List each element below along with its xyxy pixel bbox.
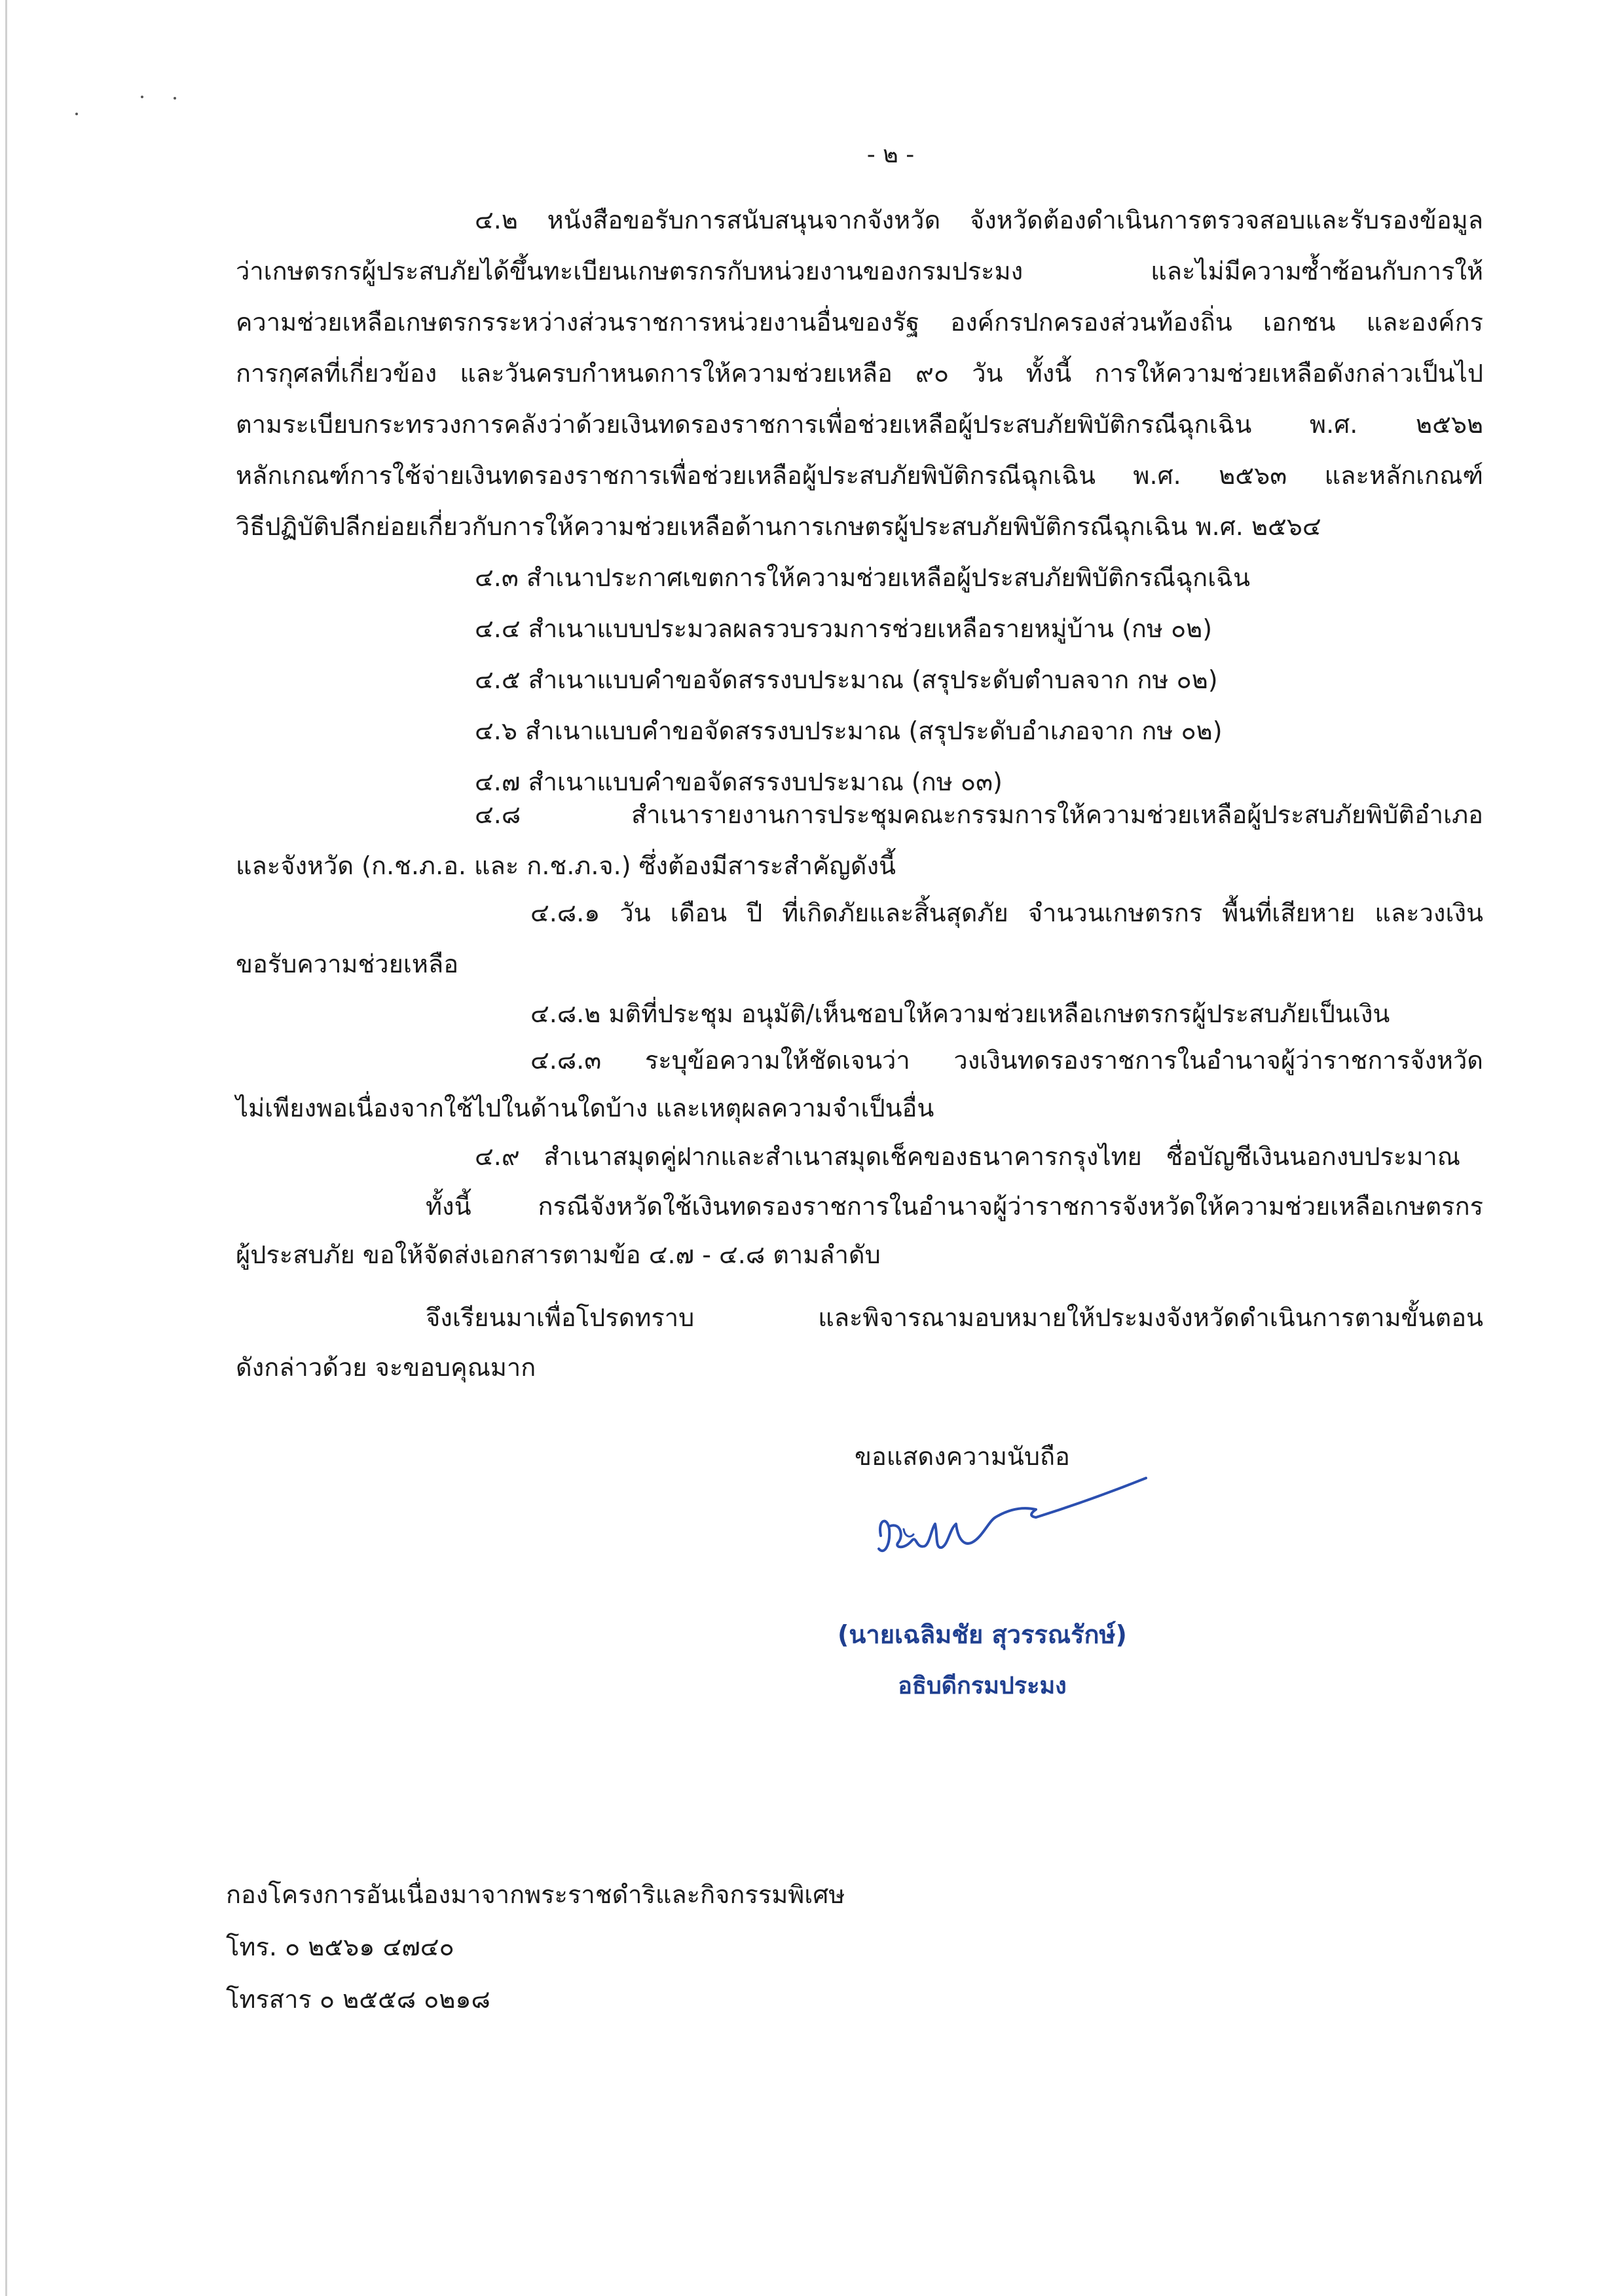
- item-4-2-line-6: หลักเกณฑ์การใช้จ่ายเงินทดรองราชการเพื่อช่วยเหลือผู้ประสบภัยพิบัติกรณีฉุกเฉิน พ.ศ. ๒๕๖๓ และหลักเกณฑ์: [236, 461, 1483, 490]
- item-4-2-line-5: ตามระเบียบกระทรวงการคลังว่าด้วยเงินทดรองราชการเพื่อช่วยเหลือผู้ประสบภัยพิบัติกรณีฉุกเฉิน พ.ศ. ๒๕๖๒: [236, 410, 1483, 439]
- item-4-8-line-1: ๔.๘ สำเนารายงานการประชุมคณะกรรมการให้ความช่วยเหลือผู้ประสบภัยพิบัติอำเภอ: [475, 800, 1483, 829]
- conclusion-line-1: จึงเรียนมาเพื่อโปรดทราบ และพิจารณามอบหมายให้ประมงจังหวัดดำเนินการตามขั้นตอน: [426, 1303, 1483, 1332]
- footer-phone: โทร. ๐ ๒๕๖๑ ๔๗๔๐: [226, 1933, 454, 1961]
- scan-speck: [75, 113, 78, 115]
- page-number: - ๒ -: [866, 141, 915, 168]
- note-line-2: ผู้ประสบภัย ขอให้จัดส่งเอกสารตามข้อ ๔.๗ - ๔.๘ ตามลำดับ: [236, 1240, 881, 1269]
- signatory-position: อธิบดีกรมประมง: [898, 1673, 1067, 1699]
- item-4-2-line-1: ๔.๒ หนังสือขอรับการสนับสนุนจากจังหวัด จังหวัดต้องดำเนินการตรวจสอบและรับรองข้อมูล: [475, 206, 1483, 234]
- item-4-8-1-line-1: ๔.๘.๑ วัน เดือน ปี ที่เกิดภัยและสิ้นสุดภัย จำนวนเกษตรกร พื้นที่เสียหาย และวงเงิน: [530, 898, 1483, 927]
- signatory-name: (นายเฉลิมชัย สุวรรณรักษ์): [838, 1620, 1127, 1649]
- item-4-2-line-7: วิธีปฏิบัติปลีกย่อยเกี่ยวกับการให้ความช่วยเหลือด้านการเกษตรผู้ประสบภัยพิบัติกรณีฉุกเฉิน พ.ศ. ๒๕๖๔: [236, 512, 1321, 541]
- item-4-3: ๔.๓ สำเนาประกาศเขตการให้ความช่วยเหลือผู้ประสบภัยพิบัติกรณีฉุกเฉิน: [475, 563, 1250, 592]
- item-4-8-3-line-1: ๔.๘.๓ ระบุข้อความให้ชัดเจนว่า วงเงินทดรองราชการในอำนาจผู้ว่าราชการจังหวัด: [530, 1046, 1483, 1075]
- conclusion-line-2: ดังกล่าวด้วย จะขอบคุณมาก: [236, 1353, 536, 1382]
- item-4-9: ๔.๙ สำเนาสมุดคู่ฝากและสำเนาสมุดเช็คของธนาคารกรุงไทย ชื่อบัญชีเงินนอกงบประมาณ: [475, 1142, 1460, 1171]
- item-4-4: ๔.๔ สำเนาแบบประมวลผลรวบรวมการช่วยเหลือรายหมู่บ้าน (กษ ๐๒): [475, 614, 1213, 643]
- item-4-8-1-line-2: ขอรับความช่วยเหลือ: [236, 950, 459, 978]
- signature-image: [864, 1464, 1166, 1588]
- note-line-1: ทั้งนี้ กรณีจังหวัดใช้เงินทดรองราชการในอำนาจผู้ว่าราชการจังหวัดให้ความช่วยเหลือเกษตรกร: [426, 1192, 1483, 1221]
- footer-fax: โทรสาร ๐ ๒๕๕๘ ๐๒๑๘: [226, 1985, 490, 2014]
- footer-department: กองโครงการอันเนื่องมาจากพระราชดำริและกิจกรรมพิเศษ: [226, 1880, 845, 1909]
- item-4-8-2: ๔.๘.๒ มติที่ประชุม อนุมัติ/เห็นชอบให้ความช่วยเหลือเกษตรกรผู้ประสบภัยเป็นเงิน: [530, 999, 1390, 1028]
- item-4-7: ๔.๗ สำเนาแบบคำขอจัดสรรงบประมาณ (กษ ๐๓): [475, 768, 1003, 796]
- item-4-2-line-4: การกุศลที่เกี่ยวข้อง และวันครบกำหนดการให้ความช่วยเหลือ ๙๐ วัน ทั้งนี้ การให้ความช่วยเหลือดังกล่าวเป็นไป: [236, 359, 1483, 388]
- item-4-2-line-3: ความช่วยเหลือเกษตรกรระหว่างส่วนราชการหน่วยงานอื่นของรัฐ องค์กรปกครองส่วนท้องถิ่น เอกชน และองค์กร: [236, 308, 1483, 337]
- item-4-8-line-2: และจังหวัด (ก.ช.ภ.อ. และ ก.ช.ภ.จ.) ซึ่งต้องมีสาระสำคัญดังนี้: [236, 851, 896, 880]
- item-4-6: ๔.๖ สำเนาแบบคำขอจัดสรรงบประมาณ (สรุประดับอำเภอจาก กษ ๐๒): [475, 716, 1223, 745]
- scan-speck: [174, 97, 176, 100]
- item-4-2-line-2: ว่าเกษตรกรผู้ประสบภัยได้ขึ้นทะเบียนเกษตรกรกับหน่วยงานของกรมประมง และไม่มีความซ้ำซ้อนกับการให้: [236, 257, 1483, 286]
- closing-salutation: ขอแสดงความนับถือ: [855, 1442, 1070, 1471]
- item-4-5: ๔.๕ สำเนาแบบคำขอจัดสรรงบประมาณ (สรุประดับตำบลจาก กษ ๐๒): [475, 665, 1218, 694]
- item-4-8-3-line-2: ไม่เพียงพอเนื่องจากใช้ไปในด้านใดบ้าง และเหตุผลความจำเป็นอื่น: [236, 1094, 934, 1122]
- page-edge: [5, 0, 7, 2296]
- scan-speck: [141, 96, 143, 98]
